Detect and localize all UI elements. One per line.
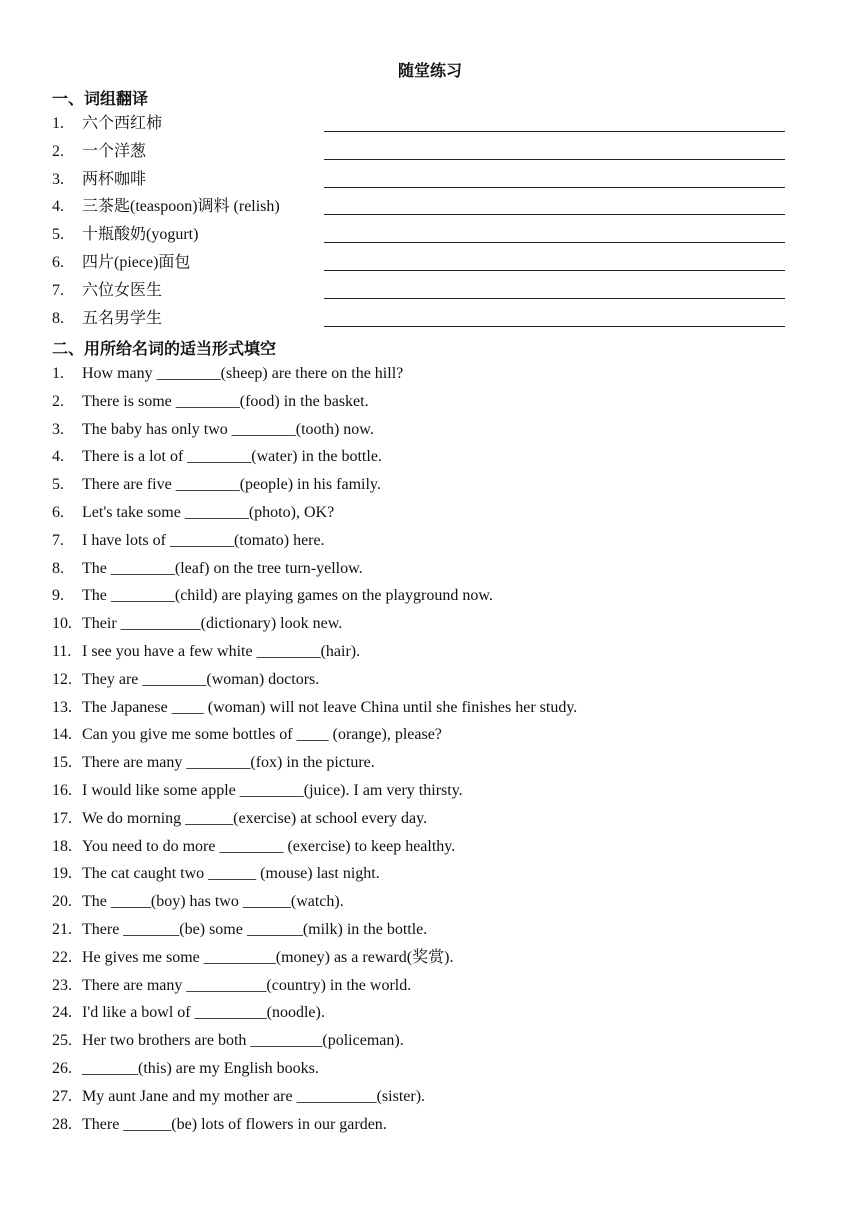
item-number: 15. bbox=[52, 754, 72, 772]
item-text: I'd like a bowl of _________(noodle). bbox=[82, 1004, 325, 1022]
phrase-row bbox=[0, 138, 860, 166]
answer-line[interactable] bbox=[324, 187, 785, 188]
item-number: 7. bbox=[52, 531, 64, 549]
item-number: 8. bbox=[52, 309, 64, 327]
item-number: 1. bbox=[52, 115, 64, 132]
item-text: He gives me some _________(money) as a reward(奖赏). bbox=[82, 948, 454, 966]
answer-line[interactable] bbox=[324, 298, 785, 299]
item-number: 10. bbox=[52, 615, 72, 633]
exercise-row bbox=[0, 499, 860, 527]
section-heading-translation: 一、词组翻译 bbox=[52, 89, 149, 108]
phrase-row bbox=[0, 110, 860, 138]
item-text: 十瓶酸奶(yogurt) bbox=[82, 226, 199, 244]
item-number: 8. bbox=[52, 559, 64, 577]
exercise-row bbox=[0, 388, 860, 416]
exercise-row bbox=[0, 416, 860, 444]
item-number: 22. bbox=[52, 948, 72, 966]
item-number: 4. bbox=[52, 198, 64, 216]
item-number: 24. bbox=[52, 1004, 72, 1022]
item-number: 25. bbox=[52, 1032, 72, 1050]
exercise-row bbox=[0, 360, 860, 388]
item-text: Let's take some ________(photo), OK? bbox=[82, 503, 335, 521]
exercise-row bbox=[0, 944, 860, 972]
answer-line[interactable] bbox=[324, 326, 785, 327]
answer-line[interactable] bbox=[324, 270, 785, 271]
item-text: Her two brothers are both _________(policeman). bbox=[82, 1032, 404, 1050]
item-text: 三茶匙(teaspoon)调料 (relish) bbox=[82, 198, 280, 216]
item-text: There ______(be) lots of flowers in our garden. bbox=[82, 1115, 387, 1133]
exercise-row bbox=[0, 471, 860, 499]
item-text: The baby has only two ________(tooth) now. bbox=[82, 420, 374, 438]
exercise-row bbox=[0, 694, 860, 722]
exercise-row bbox=[0, 638, 860, 666]
item-text: 两杯咖啡 bbox=[82, 170, 147, 188]
exercise-row bbox=[0, 999, 860, 1027]
item-text: There is a lot of ________(water) in the bottle. bbox=[82, 448, 382, 466]
item-text: Their __________(dictionary) look new. bbox=[82, 615, 343, 633]
item-text: The cat caught two ______ (mouse) last night. bbox=[82, 865, 380, 883]
section-heading-fill-blanks: 二、用所给名词的适当形式填空 bbox=[52, 339, 277, 358]
answer-line[interactable] bbox=[324, 159, 785, 160]
answer-line[interactable] bbox=[324, 214, 785, 215]
item-text: Can you give me some bottles of ____ (orange), please? bbox=[82, 726, 442, 744]
item-number: 2. bbox=[52, 392, 64, 410]
phrase-row bbox=[0, 305, 860, 333]
exercise-row bbox=[0, 972, 860, 1000]
item-text: They are ________(woman) doctors. bbox=[82, 670, 320, 688]
item-text: 一个洋葱 bbox=[82, 142, 147, 160]
item-text: 五名男学生 bbox=[82, 309, 163, 327]
phrase-row bbox=[0, 193, 860, 221]
exercise-row bbox=[0, 443, 860, 471]
item-text: The _____(boy) has two ______(watch). bbox=[82, 893, 344, 911]
item-text: 六个西红柿 bbox=[82, 115, 163, 132]
item-text: The ________(child) are playing games on the playground now. bbox=[82, 587, 493, 605]
item-text: How many ________(sheep) are there on the hill? bbox=[82, 365, 404, 382]
exercise-row bbox=[0, 916, 860, 944]
item-number: 3. bbox=[52, 170, 64, 188]
phrase-row bbox=[0, 249, 860, 277]
item-number: 3. bbox=[52, 420, 64, 438]
item-text: 六位女医生 bbox=[82, 281, 163, 299]
item-number: 5. bbox=[52, 226, 64, 244]
exercise-row bbox=[0, 860, 860, 888]
exercise-row bbox=[0, 527, 860, 555]
item-text: My aunt Jane and my mother are __________(sister). bbox=[82, 1087, 426, 1105]
phrase-translation-list bbox=[0, 110, 860, 332]
exercise-row bbox=[0, 582, 860, 610]
item-text: There are five ________(people) in his family. bbox=[82, 476, 381, 494]
exercise-row bbox=[0, 666, 860, 694]
item-number: 11. bbox=[52, 642, 72, 660]
exercise-row bbox=[0, 610, 860, 638]
item-number: 21. bbox=[52, 920, 72, 938]
exercise-row bbox=[0, 805, 860, 833]
phrase-row bbox=[0, 221, 860, 249]
exercise-row bbox=[0, 749, 860, 777]
item-text: We do morning ______(exercise) at school every day. bbox=[82, 809, 428, 827]
item-number: 5. bbox=[52, 476, 64, 494]
item-text: The Japanese ____ (woman) will not leave China until she finishes her study. bbox=[82, 698, 578, 716]
item-number: 27. bbox=[52, 1087, 72, 1105]
phrase-row bbox=[0, 277, 860, 305]
exercise-row bbox=[0, 555, 860, 583]
item-number: 17. bbox=[52, 809, 72, 827]
phrase-row bbox=[0, 166, 860, 194]
exercise-row bbox=[0, 888, 860, 916]
item-text: There are many ________(fox) in the picture. bbox=[82, 754, 375, 772]
item-number: 13. bbox=[52, 698, 72, 716]
item-text: _______(this) are my English books. bbox=[82, 1059, 319, 1077]
answer-line[interactable] bbox=[324, 242, 785, 243]
exercise-row bbox=[0, 721, 860, 749]
item-text: There are many __________(country) in the world. bbox=[82, 976, 412, 994]
exercise-row bbox=[0, 1027, 860, 1055]
item-number: 12. bbox=[52, 670, 72, 688]
item-text: The ________(leaf) on the tree turn-yellow. bbox=[82, 559, 363, 577]
item-number: 23. bbox=[52, 976, 72, 994]
item-number: 6. bbox=[52, 503, 64, 521]
item-text: I see you have a few white ________(hair). bbox=[82, 642, 361, 660]
page-title: 随堂练习 bbox=[397, 61, 462, 80]
item-number: 4. bbox=[52, 448, 64, 466]
item-number: 16. bbox=[52, 781, 72, 799]
item-text: You need to do more ________ (exercise) to keep healthy. bbox=[82, 837, 456, 855]
item-number: 19. bbox=[52, 865, 72, 883]
item-number: 26. bbox=[52, 1059, 72, 1077]
exercise-row bbox=[0, 1083, 860, 1111]
item-number: 6. bbox=[52, 253, 64, 271]
item-text: I have lots of ________(tomato) here. bbox=[82, 531, 325, 549]
item-number: 18. bbox=[52, 837, 72, 855]
item-number: 1. bbox=[52, 365, 64, 382]
answer-line[interactable] bbox=[324, 131, 785, 132]
item-text: I would like some apple ________(juice). I am very thirsty. bbox=[82, 781, 463, 799]
item-text: 四片(piece)面包 bbox=[82, 253, 191, 271]
exercise-row bbox=[0, 777, 860, 805]
fill-in-blanks-list bbox=[0, 360, 860, 1138]
item-number: 2. bbox=[52, 142, 64, 160]
item-number: 9. bbox=[52, 587, 64, 605]
item-number: 28. bbox=[52, 1115, 72, 1133]
exercise-row bbox=[0, 833, 860, 861]
item-text: There is some ________(food) in the basket. bbox=[82, 392, 369, 410]
exercise-row bbox=[0, 1055, 860, 1083]
item-number: 14. bbox=[52, 726, 72, 744]
item-number: 7. bbox=[52, 281, 64, 299]
item-number: 20. bbox=[52, 893, 72, 911]
item-text: There _______(be) some _______(milk) in the bottle. bbox=[82, 920, 428, 938]
exercise-row bbox=[0, 1111, 860, 1139]
